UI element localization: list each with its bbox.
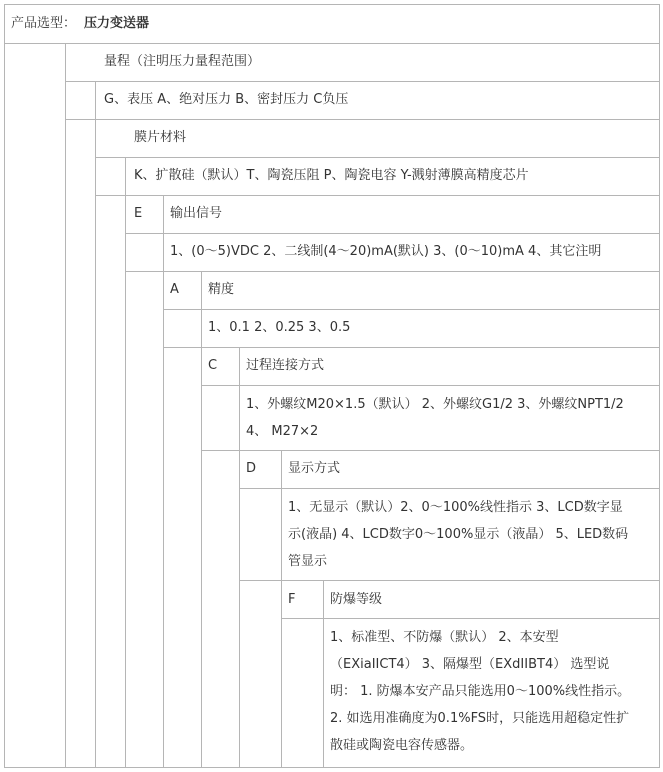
indent-line xyxy=(65,43,66,768)
diaphragm-material-title: 膜片材料 xyxy=(134,130,187,145)
connection-options-line-1: 1、外螺纹M20×1.5（默认） 2、外螺纹G1/2 3、外螺纹NPT1/2 xyxy=(246,397,624,412)
explosion-proof-options-line-3: 明： 1. 防爆本安产品只能选用0～100%线性指示。 xyxy=(330,684,631,699)
row-divider xyxy=(201,450,660,451)
explosion-proof-title: 防爆等级 xyxy=(330,592,383,607)
row-divider xyxy=(239,488,660,489)
row-divider xyxy=(125,233,660,234)
accuracy-title: 精度 xyxy=(208,282,235,297)
row-divider xyxy=(95,195,660,196)
output-signal-options: 1、(0～5)VDC 2、二线制(4～20)mA(默认) 3、(0～10)mA 4、其它注明 xyxy=(170,244,602,259)
explosion-proof-options-line-1: 1、标准型、不防爆（默认） 2、本安型 xyxy=(330,630,559,645)
indent-line xyxy=(323,580,324,768)
connection-title: 过程连接方式 xyxy=(246,358,325,373)
indent-line xyxy=(239,347,240,768)
table-bottom-border xyxy=(4,767,660,768)
product-selection-label: 产品选型： xyxy=(11,16,77,31)
indent-line xyxy=(95,81,96,768)
explosion-proof-options-line-4: 2. 如选用准确度为0.1%FS时，只能选用超稳定性扩 xyxy=(330,711,630,726)
row-divider xyxy=(201,385,660,386)
pressure-type-options: G、表压 A、绝对压力 B、密封压力 C负压 xyxy=(104,92,349,107)
indent-line xyxy=(281,450,282,768)
row-divider xyxy=(65,81,660,82)
display-code: D xyxy=(246,461,257,476)
accuracy-code: A xyxy=(170,282,179,297)
table-top-border xyxy=(4,4,660,5)
accuracy-options: 1、0.1 2、0.25 3、0.5 xyxy=(208,320,351,335)
row-divider xyxy=(239,580,660,581)
row-divider xyxy=(163,347,660,348)
connection-code: C xyxy=(208,358,218,373)
explosion-proof-options-line-2: （EXiaIICT4） 3、隔爆型（EXdIIBT4） 选型说 xyxy=(330,657,610,672)
range-title: 量程（注明压力量程范围） xyxy=(104,54,261,69)
row-divider xyxy=(65,119,660,120)
explosion-proof-code: F xyxy=(288,592,296,607)
explosion-proof-options-line-5: 散硅或陶瓷电容传感器。 xyxy=(330,738,474,753)
row-divider xyxy=(95,157,660,158)
indent-line xyxy=(163,195,164,768)
display-options-line-3: 管显示 xyxy=(288,554,328,569)
table-left-border xyxy=(4,4,5,768)
row-divider xyxy=(163,309,660,310)
row-divider xyxy=(4,43,660,44)
row-divider xyxy=(281,618,660,619)
display-options-line-2: 示(液晶) 4、LCD数字0～100%显示（液晶） 5、LED数码 xyxy=(288,527,629,542)
indent-line xyxy=(125,157,126,768)
diaphragm-material-options: K、扩散硅（默认）T、陶瓷压阻 P、陶瓷电容 Y-溅射薄膜高精度芯片 xyxy=(134,168,529,183)
output-signal-title: 输出信号 xyxy=(170,206,223,221)
connection-options-line-2: 4、 M27×2 xyxy=(246,424,319,439)
display-options-line-1: 1、无显示（默认）2、0～100%线性指示 3、LCD数字显 xyxy=(288,500,623,515)
display-title: 显示方式 xyxy=(288,461,341,476)
indent-line xyxy=(201,271,202,768)
product-name: 压力变送器 xyxy=(84,16,150,31)
row-divider xyxy=(125,271,660,272)
output-signal-code: E xyxy=(134,206,143,221)
